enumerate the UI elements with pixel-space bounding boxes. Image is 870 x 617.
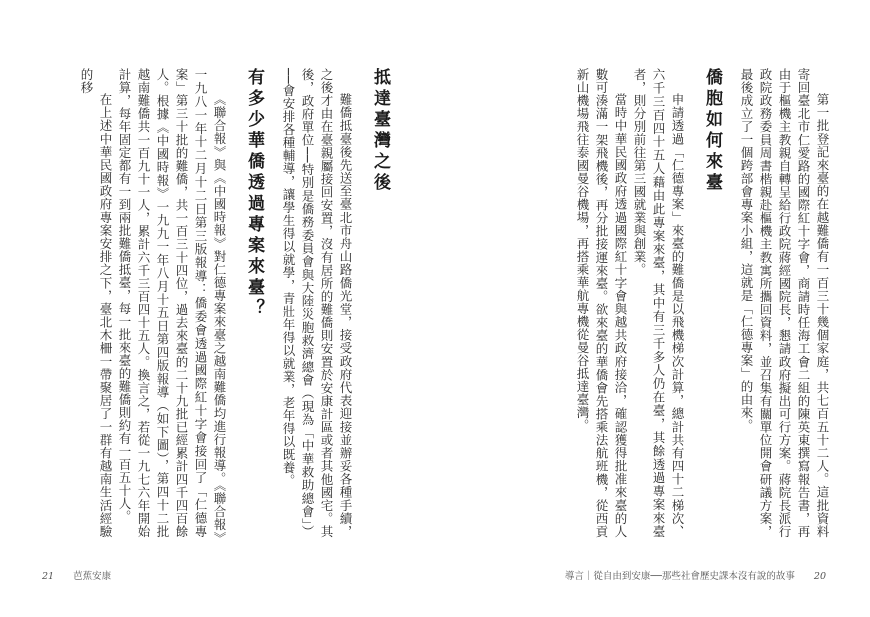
right-page-body [502, 68, 832, 538]
right-page-footer [565, 568, 826, 582]
paragraph: 當時中華民國政府透過國際紅十字會與越共政府接洽，確認獲得批准來臺的人數可湊滿一架飛機後，再分批接運來臺。欲來臺的華僑會先搭乘法航班機，從西貢新山機場飛往泰國曼谷機場，再搭乘華航專機從曼谷抵達臺灣。 [575, 68, 628, 538]
section-heading-arrival: 抵達臺灣之後 [370, 68, 390, 194]
paragraph: 難僑抵臺後先送至臺北市舟山路僑光堂，接受政府代表迎接並辦妥各種手續，之後才由在臺親屬接回安置，沒有居所的難僑則安置於安康計區或者其他國宅。其後，政府單位──特別是僑務委員會與大陸災胞救濟總會（現為「中華救助總會」）──會安排各種輔導，讓學生得以就學，青壯年得以就業，老年得以既養。 [281, 68, 353, 538]
paragraph: 申請透過「仁德專案」來臺的難僑是以飛機梯次計算，總計共有四十二梯次、六千三百四十五人藉由此專案來臺，其中有三千多人仍在臺，其餘透過專案來臺者，則分別前往第三國就業與創業。 [632, 68, 685, 538]
paragraph: 《聯合報》與《中國時報》對仁德專案來臺之越南難僑均進行報導。《聯合報》一九八一年十二月十二日第三版報導：僑委會透過國際紅十字會接回了「仁德專案」第三十批的難僑，共一百三十四位，過去來臺的二十九批已經累計四千四百餘人。根據《中國時報》一九九一年八月十五日第四版報導（如下圖），第四十二批越南難僑共一百九十一人，累計六千三百四十五人。換言之，若從一九七六年開始計算，每年固定都有一到兩批難僑抵臺，每一批來臺的難僑則約有一百五十人。 [117, 68, 227, 538]
left-page-footer [42, 568, 111, 582]
page-number: 20 [813, 571, 826, 582]
paragraph: 第一批登記來臺的在越難僑有一百三十幾個家庭，共七百五十二人。這批資料寄回臺北市仁愛路的國際紅十字會，商請時任海工會二組的陳英東撰寫報告書，再由于樞機主教親自轉呈給行政院蔣經國院長，懇請政府擬出可行方案。蔣院長派行政院政務委員周書楷親赴樞機主教寓所攜回資料，並召集有關單位開會研議方案，最後成立了一個跨部會專案小組，這就是「仁德專案」的由來。 [739, 68, 830, 538]
section-heading-how-come: 僑胞如何來臺 [702, 68, 722, 194]
page-number: 21 [42, 571, 55, 582]
section-heading-how-many: 有多少華僑透過專案來臺？ [244, 68, 264, 320]
left-page-body [45, 68, 405, 538]
paragraph: 在上述中華民國政府專案安排之下，臺北木柵一帶聚居了一群有越南生活經驗的移 [79, 68, 113, 538]
running-title: 導言｜從自由到安康──那些社會歷史課本沒有說的故事 [564, 571, 795, 582]
right-page [435, 0, 870, 617]
running-title: 芭蕉安康 [73, 571, 112, 582]
